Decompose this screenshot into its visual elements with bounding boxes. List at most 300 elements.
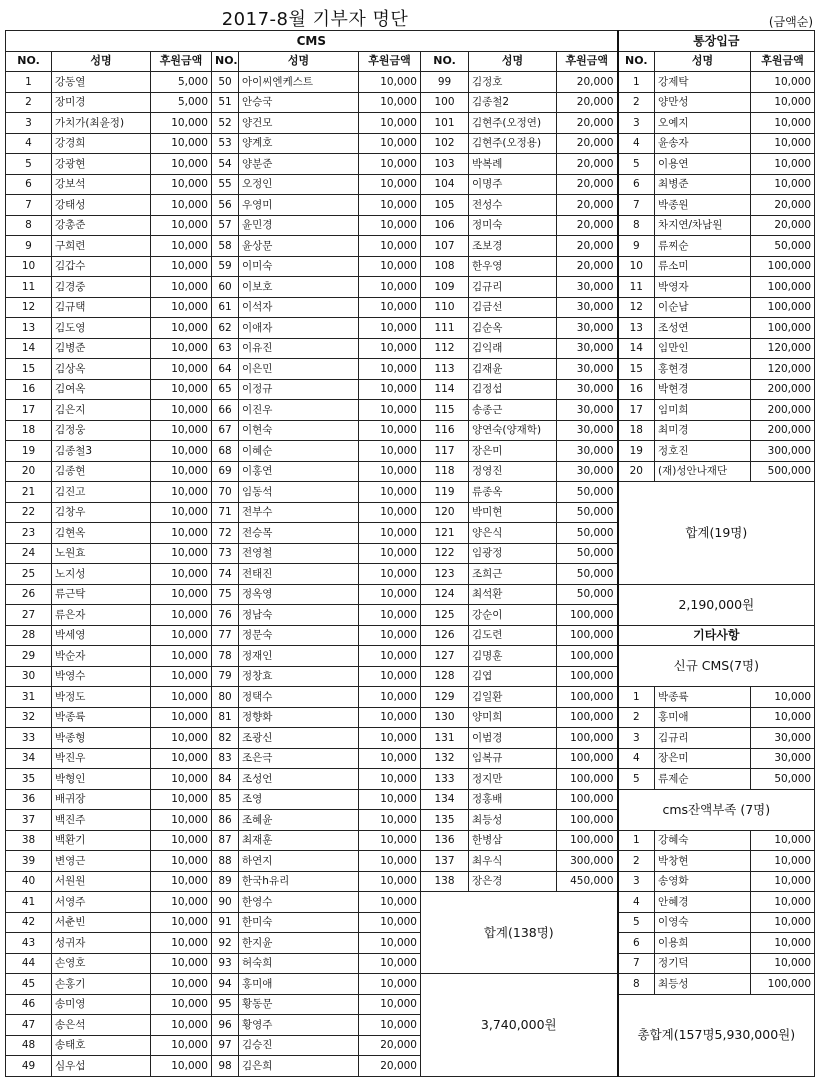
- donor-name: 장은미: [469, 441, 557, 462]
- row-number: 43: [6, 933, 52, 954]
- row-number: 133: [421, 769, 469, 790]
- row-number: 114: [421, 379, 469, 400]
- table-row: [6, 707, 815, 728]
- donor-name: 전성수: [469, 195, 557, 216]
- donation-amount: 10,000: [359, 830, 421, 851]
- row-number: 68: [212, 441, 239, 462]
- donation-amount: 10,000: [151, 1056, 212, 1077]
- donor-name: 김금선: [469, 297, 557, 318]
- donor-name: 정옥영: [239, 584, 359, 605]
- donation-amount: 100,000: [751, 297, 815, 318]
- row-number: 8: [618, 215, 655, 236]
- donor-name: 송태호: [52, 1035, 151, 1056]
- donation-amount: 10,000: [151, 543, 212, 564]
- donor-name: 김규리: [469, 277, 557, 298]
- donor-name: 이명주: [469, 174, 557, 195]
- donor-name: 박종원: [655, 195, 751, 216]
- donation-amount: 300,000: [557, 851, 618, 872]
- donation-amount: 10,000: [151, 461, 212, 482]
- row-number: 130: [421, 707, 469, 728]
- donor-name: 이범경: [469, 728, 557, 749]
- donor-name: 서춘빈: [52, 912, 151, 933]
- row-number: 5: [618, 912, 655, 933]
- donation-amount: 30,000: [751, 748, 815, 769]
- row-number: 104: [421, 174, 469, 195]
- donor-name: 김정웅: [52, 420, 151, 441]
- donation-amount: 10,000: [151, 707, 212, 728]
- donation-amount: 20,000: [557, 215, 618, 236]
- donor-name: 홍현경: [655, 359, 751, 380]
- donation-amount: 500,000: [751, 461, 815, 482]
- donor-name: 윤민경: [239, 215, 359, 236]
- row-number: 14: [6, 338, 52, 359]
- donation-amount: 50,000: [557, 502, 618, 523]
- row-number: 23: [6, 523, 52, 544]
- donor-name: 김창우: [52, 502, 151, 523]
- donation-amount: 10,000: [359, 133, 421, 154]
- donor-name: 조광신: [239, 728, 359, 749]
- donation-amount: 10,000: [151, 892, 212, 913]
- table-row: [6, 953, 815, 974]
- donation-amount: 10,000: [359, 359, 421, 380]
- row-number: 18: [6, 420, 52, 441]
- row-number: 53: [212, 133, 239, 154]
- table-row: [6, 892, 815, 913]
- donation-amount: 50,000: [557, 584, 618, 605]
- row-number: 69: [212, 461, 239, 482]
- donation-amount: 10,000: [151, 338, 212, 359]
- row-number: 15: [618, 359, 655, 380]
- row-number: 37: [6, 810, 52, 831]
- donor-name: 조보경: [469, 236, 557, 257]
- header-no: NO.: [212, 51, 239, 72]
- table-row: [6, 72, 815, 93]
- donor-name: 양미희: [469, 707, 557, 728]
- new-cms-label: 신규 CMS(7명): [618, 646, 815, 687]
- row-number: 58: [212, 236, 239, 257]
- donor-name: 전승목: [239, 523, 359, 544]
- row-number: 105: [421, 195, 469, 216]
- row-number: 129: [421, 687, 469, 708]
- row-number: 1: [618, 830, 655, 851]
- donor-name: 정남숙: [239, 605, 359, 626]
- row-number: 88: [212, 851, 239, 872]
- donor-name: 장미경: [52, 92, 151, 113]
- header-name: 성명: [469, 51, 557, 72]
- donor-name: 임미희: [655, 400, 751, 421]
- donor-name: 박진우: [52, 748, 151, 769]
- donor-name: 강태성: [52, 195, 151, 216]
- bank-total-amount: 2,190,000원: [618, 584, 815, 625]
- donation-amount: 10,000: [359, 72, 421, 93]
- donor-name: 김은희: [239, 1056, 359, 1077]
- row-number: 116: [421, 420, 469, 441]
- row-number: 11: [618, 277, 655, 298]
- header-no: NO.: [618, 51, 655, 72]
- donor-name: 이은민: [239, 359, 359, 380]
- row-number: 4: [618, 133, 655, 154]
- donor-name: 이진우: [239, 400, 359, 421]
- donation-amount: 10,000: [359, 892, 421, 913]
- donor-name: 노원효: [52, 543, 151, 564]
- row-number: 18: [618, 420, 655, 441]
- row-number: 17: [6, 400, 52, 421]
- row-number: 72: [212, 523, 239, 544]
- donor-name: 김현옥: [52, 523, 151, 544]
- header-name: 성명: [655, 51, 751, 72]
- donor-name: 박종륙: [52, 707, 151, 728]
- donation-amount: 20,000: [557, 256, 618, 277]
- donation-amount: 10,000: [359, 277, 421, 298]
- cms-total-label: 합계(138명): [421, 892, 618, 974]
- donation-amount: 10,000: [359, 769, 421, 790]
- row-number: 33: [6, 728, 52, 749]
- row-number: 65: [212, 379, 239, 400]
- donor-name: 안승국: [239, 92, 359, 113]
- donor-table-body: [6, 72, 815, 1077]
- donation-amount: 10,000: [359, 707, 421, 728]
- donor-name: 박종륙: [655, 687, 751, 708]
- donor-name: 류은자: [52, 605, 151, 626]
- row-number: 10: [6, 256, 52, 277]
- donor-name: 허숙희: [239, 953, 359, 974]
- donor-name: 이용연: [655, 154, 751, 175]
- row-number: 78: [212, 646, 239, 667]
- row-number: 81: [212, 707, 239, 728]
- donor-name: 성귀자: [52, 933, 151, 954]
- row-number: 16: [6, 379, 52, 400]
- row-number: 8: [618, 974, 655, 995]
- donor-name: 한병삼: [469, 830, 557, 851]
- bank-section-header: 통장입금: [618, 31, 815, 52]
- row-number: 89: [212, 871, 239, 892]
- table-row: [6, 687, 815, 708]
- row-number: 28: [6, 625, 52, 646]
- row-number: 16: [618, 379, 655, 400]
- donation-amount: 10,000: [151, 687, 212, 708]
- donation-amount: 10,000: [359, 318, 421, 339]
- donation-amount: 10,000: [151, 810, 212, 831]
- donation-amount: 10,000: [151, 133, 212, 154]
- row-number: 73: [212, 543, 239, 564]
- donation-amount: 10,000: [359, 113, 421, 134]
- table-row: [6, 236, 815, 257]
- donor-name: 황영주: [239, 1015, 359, 1036]
- donation-amount: 20,000: [557, 174, 618, 195]
- donor-name: 오예지: [655, 113, 751, 134]
- donor-name: 구희련: [52, 236, 151, 257]
- row-number: 125: [421, 605, 469, 626]
- donor-name: 백환기: [52, 830, 151, 851]
- row-number: 3: [618, 728, 655, 749]
- row-number: 12: [6, 297, 52, 318]
- row-number: 124: [421, 584, 469, 605]
- donation-amount: 100,000: [557, 789, 618, 810]
- donation-amount: 10,000: [151, 400, 212, 421]
- donation-amount: 10,000: [359, 974, 421, 995]
- row-number: 106: [421, 215, 469, 236]
- table-row: [6, 625, 815, 646]
- donor-name: 박창현: [655, 851, 751, 872]
- row-number: 82: [212, 728, 239, 749]
- donor-name: 홍미애: [239, 974, 359, 995]
- donation-amount: 10,000: [751, 892, 815, 913]
- donation-amount: 10,000: [359, 687, 421, 708]
- donation-amount: 10,000: [751, 113, 815, 134]
- donor-name: 이보호: [239, 277, 359, 298]
- donation-amount: 30,000: [557, 338, 618, 359]
- donor-name: 백진주: [52, 810, 151, 831]
- donation-amount: 10,000: [151, 584, 212, 605]
- donation-amount: 10,000: [151, 564, 212, 585]
- donation-amount: 20,000: [359, 1056, 421, 1077]
- donor-name: 변영근: [52, 851, 151, 872]
- table-row: [6, 133, 815, 154]
- donor-name: 김정호: [469, 72, 557, 93]
- donation-amount: 10,000: [151, 195, 212, 216]
- donation-amount: 10,000: [751, 851, 815, 872]
- donation-amount: 10,000: [151, 748, 212, 769]
- donation-amount: 20,000: [557, 92, 618, 113]
- row-number: 109: [421, 277, 469, 298]
- donor-name: 임복규: [469, 748, 557, 769]
- donation-amount: 100,000: [751, 256, 815, 277]
- row-number: 55: [212, 174, 239, 195]
- row-number: 120: [421, 502, 469, 523]
- table-row: [6, 113, 815, 134]
- donation-amount: 10,000: [359, 502, 421, 523]
- donor-name: 박영수: [52, 666, 151, 687]
- donation-amount: 10,000: [751, 154, 815, 175]
- donation-amount: 10,000: [151, 953, 212, 974]
- donor-name: 정영진: [469, 461, 557, 482]
- donation-amount: 30,000: [557, 461, 618, 482]
- donation-amount: 30,000: [751, 728, 815, 749]
- donor-name: 정재인: [239, 646, 359, 667]
- bank-total-label: 합계(19명): [618, 482, 815, 585]
- donation-amount: 10,000: [359, 461, 421, 482]
- donation-amount: 10,000: [359, 871, 421, 892]
- row-number: 127: [421, 646, 469, 667]
- donation-amount: 10,000: [151, 974, 212, 995]
- donation-amount: 10,000: [151, 441, 212, 462]
- donation-amount: 30,000: [557, 277, 618, 298]
- donor-name: 정미숙: [469, 215, 557, 236]
- donor-name: 김현주(오정용): [469, 133, 557, 154]
- row-number: 63: [212, 338, 239, 359]
- row-number: 51: [212, 92, 239, 113]
- row-number: 80: [212, 687, 239, 708]
- row-number: 34: [6, 748, 52, 769]
- donor-name: 우영미: [239, 195, 359, 216]
- donor-name: 조은극: [239, 748, 359, 769]
- donor-name: 윤송자: [655, 133, 751, 154]
- row-number: 100: [421, 92, 469, 113]
- donation-amount: 10,000: [359, 1015, 421, 1036]
- header-amount: 후원금액: [557, 51, 618, 72]
- donation-amount: 10,000: [751, 133, 815, 154]
- row-number: 96: [212, 1015, 239, 1036]
- row-number: 2: [618, 707, 655, 728]
- row-number: 126: [421, 625, 469, 646]
- donation-amount: 10,000: [151, 789, 212, 810]
- donor-name: 김승진: [239, 1035, 359, 1056]
- donation-amount: 10,000: [151, 769, 212, 790]
- donation-amount: 10,000: [359, 605, 421, 626]
- donation-amount: 50,000: [751, 236, 815, 257]
- donor-name: 강동열: [52, 72, 151, 93]
- row-number: 8: [6, 215, 52, 236]
- donation-amount: 200,000: [751, 400, 815, 421]
- donation-amount: 10,000: [151, 297, 212, 318]
- donation-amount: 10,000: [359, 379, 421, 400]
- donation-amount: 10,000: [359, 297, 421, 318]
- donor-name: 박순자: [52, 646, 151, 667]
- donor-name: 김엽: [469, 666, 557, 687]
- donation-amount: 10,000: [151, 646, 212, 667]
- row-number: 44: [6, 953, 52, 974]
- row-number: 7: [618, 953, 655, 974]
- row-number: 61: [212, 297, 239, 318]
- table-row: [6, 912, 815, 933]
- row-number: 41: [6, 892, 52, 913]
- row-number: 6: [618, 933, 655, 954]
- row-number: 64: [212, 359, 239, 380]
- donor-name: 강광현: [52, 154, 151, 175]
- donor-name: 최우식: [469, 851, 557, 872]
- row-number: 29: [6, 646, 52, 667]
- row-number: 117: [421, 441, 469, 462]
- row-number: 84: [212, 769, 239, 790]
- row-number: 9: [6, 236, 52, 257]
- row-number: 75: [212, 584, 239, 605]
- donor-name: 김규택: [52, 297, 151, 318]
- row-number: 4: [6, 133, 52, 154]
- donation-amount: 10,000: [751, 953, 815, 974]
- donation-amount: 10,000: [359, 933, 421, 954]
- row-number: 131: [421, 728, 469, 749]
- donor-name: 송은석: [52, 1015, 151, 1036]
- header-no: NO.: [421, 51, 469, 72]
- donor-name: 최석환: [469, 584, 557, 605]
- donation-amount: 10,000: [151, 1015, 212, 1036]
- row-number: 101: [421, 113, 469, 134]
- row-number: 70: [212, 482, 239, 503]
- donor-name: 한영수: [239, 892, 359, 913]
- donor-name: 이정규: [239, 379, 359, 400]
- donor-name: 전영철: [239, 543, 359, 564]
- row-number: 135: [421, 810, 469, 831]
- row-number: 74: [212, 564, 239, 585]
- row-number: 107: [421, 236, 469, 257]
- donor-name: 박영자: [655, 277, 751, 298]
- row-number: 110: [421, 297, 469, 318]
- donor-name: 가치가(최윤정): [52, 113, 151, 134]
- donation-amount: 10,000: [151, 256, 212, 277]
- donation-amount: 10,000: [151, 318, 212, 339]
- row-number: 4: [618, 748, 655, 769]
- page-title: 2017-8월 기부자 명단: [221, 9, 409, 30]
- donor-name: 김명훈: [469, 646, 557, 667]
- donor-name: 김순옥: [469, 318, 557, 339]
- header-amount: 후원금액: [151, 51, 212, 72]
- donation-amount: 100,000: [557, 748, 618, 769]
- row-number: 15: [6, 359, 52, 380]
- donor-name: 김정섭: [469, 379, 557, 400]
- row-number: 138: [421, 871, 469, 892]
- row-number: 21: [6, 482, 52, 503]
- donation-amount: 100,000: [557, 707, 618, 728]
- row-number: 86: [212, 810, 239, 831]
- row-number: 79: [212, 666, 239, 687]
- cms-total-amount: 3,740,000원: [421, 974, 618, 1077]
- donor-name: 박형인: [52, 769, 151, 790]
- row-number: 10: [618, 256, 655, 277]
- row-number: 49: [6, 1056, 52, 1077]
- row-number: 42: [6, 912, 52, 933]
- row-number: 35: [6, 769, 52, 790]
- donation-amount: 100,000: [557, 605, 618, 626]
- donation-amount: 10,000: [359, 666, 421, 687]
- donation-amount: 100,000: [557, 769, 618, 790]
- donor-name: 하연지: [239, 851, 359, 872]
- row-number: 9: [618, 236, 655, 257]
- row-number: 119: [421, 482, 469, 503]
- row-number: 134: [421, 789, 469, 810]
- row-number: 1: [618, 687, 655, 708]
- table-row: [6, 646, 815, 667]
- donation-amount: 10,000: [751, 912, 815, 933]
- donation-amount: 100,000: [557, 625, 618, 646]
- donation-amount: 10,000: [359, 646, 421, 667]
- donor-name: 이현숙: [239, 420, 359, 441]
- donation-amount: 100,000: [751, 318, 815, 339]
- donor-name: 이미숙: [239, 256, 359, 277]
- row-number: 31: [6, 687, 52, 708]
- donation-amount: 10,000: [751, 92, 815, 113]
- row-number: 71: [212, 502, 239, 523]
- row-number: 54: [212, 154, 239, 175]
- table-row: [6, 297, 815, 318]
- donation-amount: 100,000: [557, 810, 618, 831]
- donation-amount: 30,000: [557, 318, 618, 339]
- donation-amount: 10,000: [359, 748, 421, 769]
- misc-title: 기타사항: [618, 625, 815, 646]
- donor-name: 정호진: [655, 441, 751, 462]
- donation-amount: 10,000: [751, 871, 815, 892]
- donation-amount: 10,000: [151, 625, 212, 646]
- donation-amount: 10,000: [359, 625, 421, 646]
- row-number: 112: [421, 338, 469, 359]
- table-row: [6, 933, 815, 954]
- donation-amount: 10,000: [359, 810, 421, 831]
- row-number: 40: [6, 871, 52, 892]
- row-number: 20: [6, 461, 52, 482]
- table-row: [6, 420, 815, 441]
- donation-amount: 10,000: [751, 707, 815, 728]
- donor-name: 김도련: [469, 625, 557, 646]
- donation-amount: 10,000: [359, 728, 421, 749]
- donor-name: 조영: [239, 789, 359, 810]
- donation-amount: 10,000: [359, 195, 421, 216]
- donation-amount: 200,000: [751, 420, 815, 441]
- donation-amount: 120,000: [751, 338, 815, 359]
- donor-name: 장은미: [655, 748, 751, 769]
- donor-name: 양건모: [239, 113, 359, 134]
- donation-amount: 50,000: [557, 564, 618, 585]
- table-row: [6, 400, 815, 421]
- donation-amount: 120,000: [751, 359, 815, 380]
